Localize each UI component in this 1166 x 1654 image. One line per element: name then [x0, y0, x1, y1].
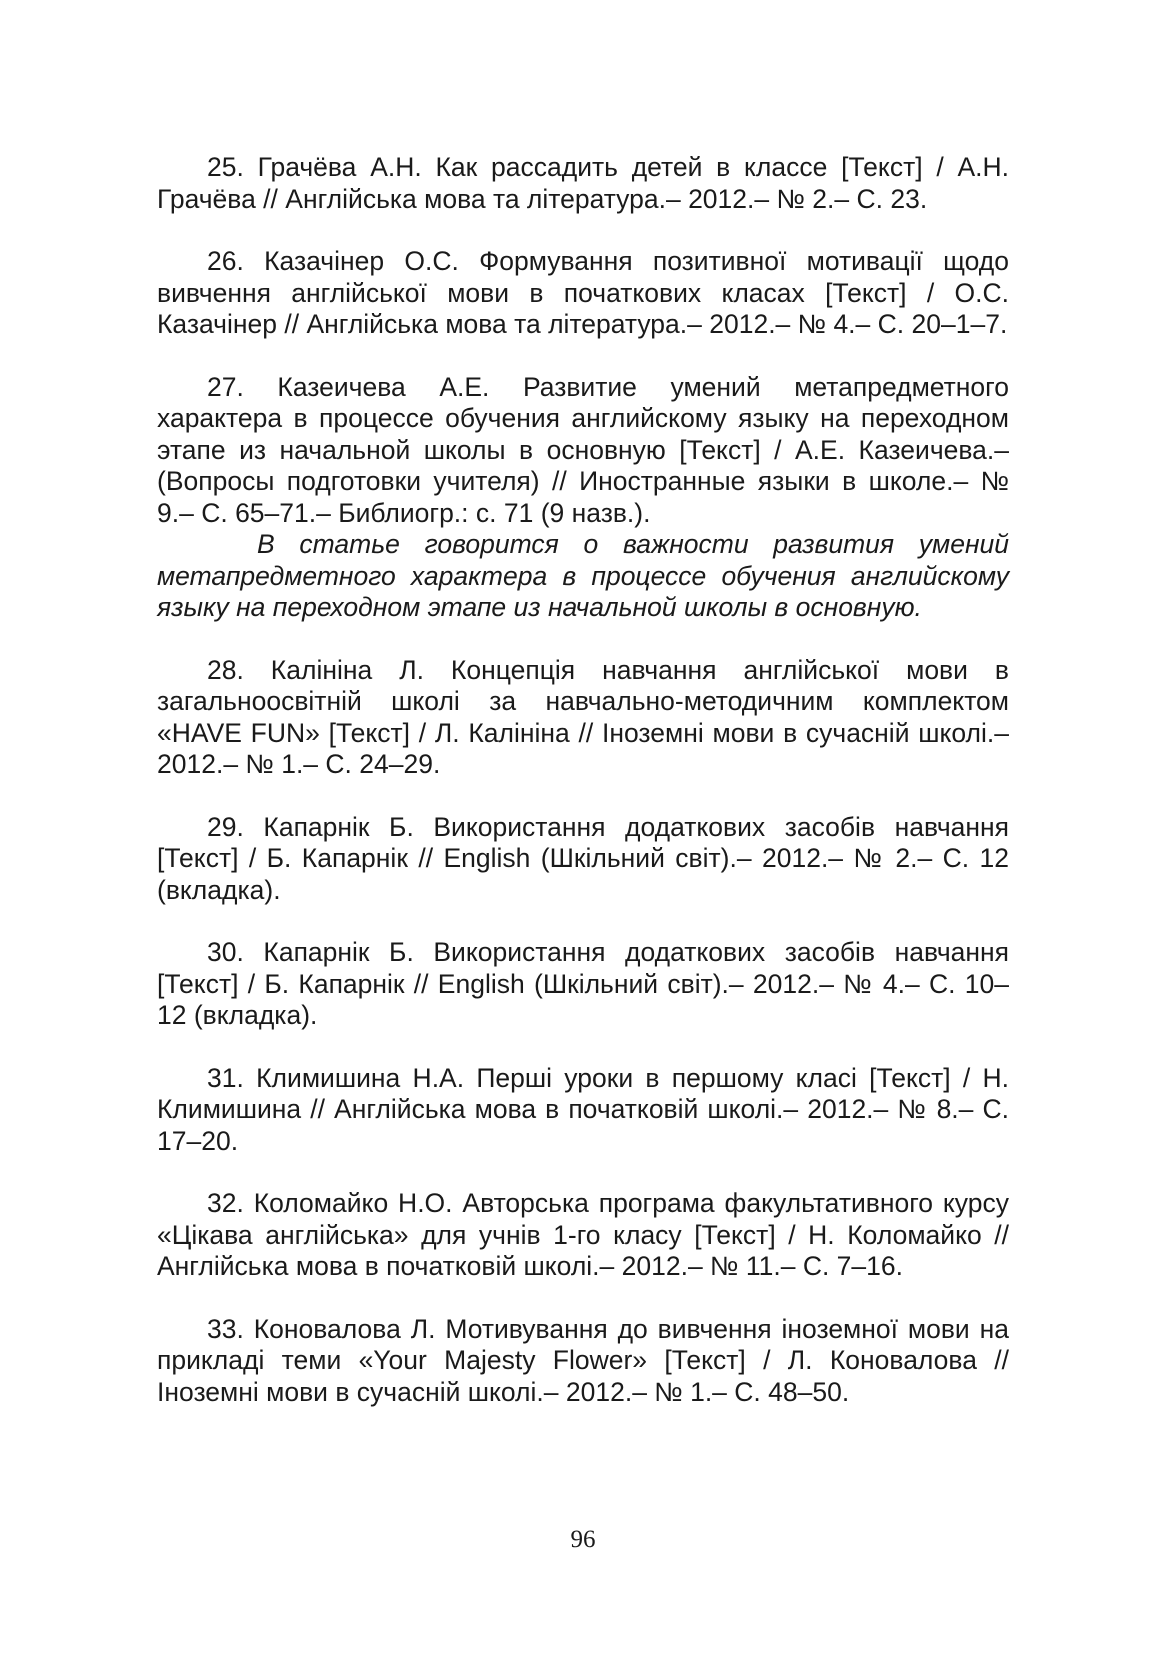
bibliography-entry-25: 25. Грачёва А.Н. Как рассадить детей в классе [Текст] / А.Н. Грачёва // Англійська мова та література.– 2012.– № 2.– С. 23. — [157, 152, 1009, 214]
bibliography-list — [157, 152, 1009, 1439]
bibliography-entry-27: 27. Казеичева А.Е. Развитие умений метапредметного характера в процессе обучения английскому языку на переходном этапе из начальной школы в основную [Текст] / А.Е. Казеичева.– (Вопросы подготовки учителя) // Иностранные языки в школе.– № 9.– С. 65–71.– Библиогр.: с. 71 (9 назв.). — [157, 371, 1009, 528]
bibliography-entry-29: 29. Капарнік Б. Використання додаткових засобів навчання [Текст] / Б. Капарнік // English (Шкільний світ).– 2012.– № 2.– С. 12 (вкладка). — [157, 811, 1009, 905]
bibliography-entry-32: 32. Коломайко Н.О. Авторська програма факультативного курсу «Цікава англійська» для учнів 1-го класу [Текст] / Н. Коломайко // Англійська мова в початковій школі.– 2012.– № 11.– С. 7–16. — [157, 1188, 1009, 1281]
bibliography-entry-33: 33. Коновалова Л. Мотивування до вивчення іноземної мови на прикладі теми «Your Majesty Flower» [Текст] / Л. Коновалова // Іноземні мови в сучасній школі.– 2012.– № 1.– С. 48–50. — [157, 1313, 1009, 1407]
entry-27-annotation: В статье говорится о важности развития умений метапредметного характера в процессе обучения английскому языку на переходном этапе из начальной школы в основную. — [157, 529, 1009, 622]
bibliography-entry-30: 30. Капарнік Б. Використання додаткових засобів навчання [Текст] / Б. Капарнік // English (Шкільний світ).– 2012.– № 4.– С. 10–12 (вкладка). — [157, 937, 1009, 1030]
bibliography-entry-28: 28. Калініна Л. Концепція навчання англійської мови в загальноосвітній школі за навчально-методичним комплектом «HAVE FUN» [Текст] / Л. Калініна // Іноземні мови в сучасній школі.– 2012.– № 1.– С. 24–29. — [157, 654, 1009, 779]
bibliography-entry-31: 31. Климишина Н.А. Перші уроки в першому класі [Текст] / Н. Климишина // Англійська мова в початковій школі.– 2012.– № 8.– С. 17–20. — [157, 1062, 1009, 1156]
bibliography-entry-26: 26. Казачінер О.С. Формування позитивної мотивації щодо вивчення англійської мови в початкових класах [Текст] / О.С. Казачінер // Англійська мова та література.– 2012.– № 4.– С. 20–1–7. — [157, 246, 1009, 339]
page-number: 96 — [570, 1526, 596, 1553]
